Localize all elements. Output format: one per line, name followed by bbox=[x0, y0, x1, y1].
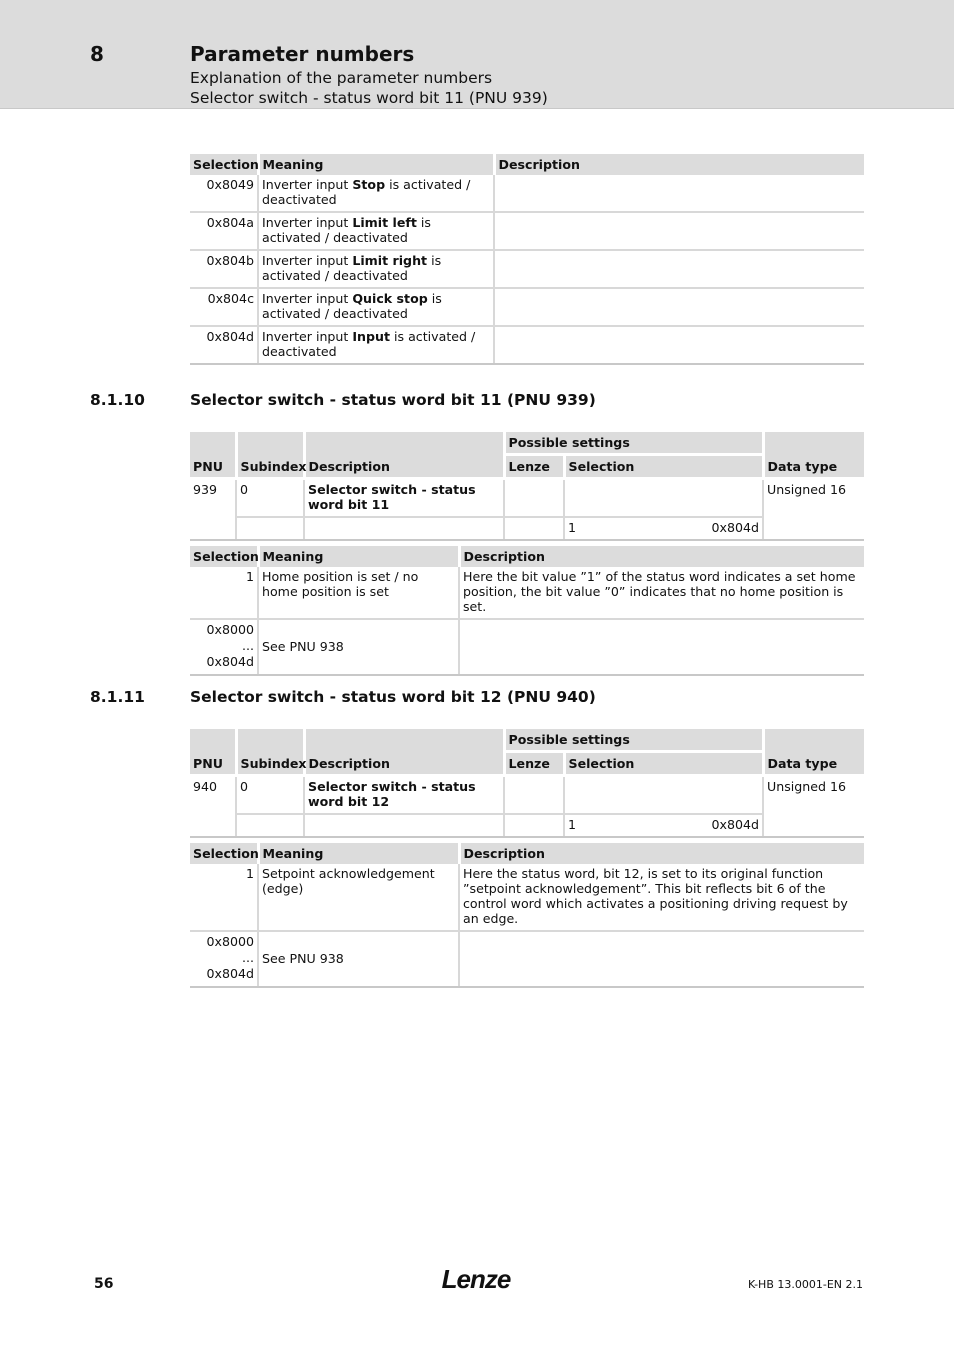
page-header bbox=[0, 0, 954, 109]
col-header-possible-settings: Possible settings bbox=[504, 729, 763, 752]
description-cell bbox=[494, 288, 864, 326]
description-cell: Here the status word, bit 12, is set to its original function ”setpoint acknowledgement”. This bit reflects bit 6 of the control word which activates a positioning driving request by an edge. bbox=[459, 864, 864, 931]
lenze-blank bbox=[504, 814, 564, 837]
selection-table-940 bbox=[190, 843, 864, 988]
lenze-value bbox=[504, 479, 564, 518]
col-header-lenze: Lenze bbox=[504, 455, 564, 479]
section-number: 8.1.11 bbox=[90, 688, 145, 706]
document-id: K-HB 13.0001-EN 2.1 bbox=[748, 1278, 863, 1291]
chapter-title: Parameter numbers bbox=[190, 42, 415, 66]
data-type-value: Unsigned 16 bbox=[763, 479, 864, 541]
pnu-table-940 bbox=[190, 729, 864, 838]
selection-cell bbox=[564, 479, 763, 518]
col-header-description: Description bbox=[459, 843, 864, 864]
description-cell bbox=[459, 931, 864, 987]
table-row bbox=[190, 931, 864, 987]
col-header-lenze: Lenze bbox=[504, 752, 564, 776]
lenze-value bbox=[504, 776, 564, 815]
chapter-number: 8 bbox=[90, 42, 104, 66]
col-header-description: Description bbox=[304, 729, 504, 776]
subindex-blank bbox=[236, 517, 304, 540]
col-header-meaning: Meaning bbox=[258, 154, 494, 175]
col-header-selection: Selection bbox=[190, 843, 258, 864]
col-header-description: Description bbox=[459, 546, 864, 567]
meaning-cell: Inverter input Limit left is activated / deactivated bbox=[258, 212, 494, 250]
col-header-data-type: Data type bbox=[763, 432, 864, 479]
table-row bbox=[190, 567, 864, 619]
table-row bbox=[190, 175, 864, 212]
selection-table-continued bbox=[190, 154, 864, 365]
subindex-blank bbox=[236, 814, 304, 837]
col-header-meaning: Meaning bbox=[258, 843, 459, 864]
col-header-selection: Selection bbox=[190, 154, 258, 175]
table-row bbox=[190, 250, 864, 288]
lenze-blank bbox=[504, 517, 564, 540]
table-row bbox=[190, 776, 864, 815]
section-title: Selector switch - status word bit 12 (PNU 940) bbox=[190, 688, 596, 706]
header-subtitle: Explanation of the parameter numbers bbox=[190, 69, 493, 87]
pnu-value: 940 bbox=[190, 776, 236, 838]
meaning-cell: Inverter input Input is activated / deactivated bbox=[258, 326, 494, 364]
col-header-data-type: Data type bbox=[763, 729, 864, 776]
selection-cell bbox=[564, 776, 763, 815]
selection-value: 0x8049 bbox=[190, 175, 258, 212]
selection-range: 0x8000 ... 0x804d bbox=[190, 931, 258, 987]
description-cell bbox=[494, 326, 864, 364]
header-subtitle-section: Selector switch - status word bit 11 (PNU 939) bbox=[190, 89, 548, 107]
table-row bbox=[190, 814, 864, 837]
col-header-meaning: Meaning bbox=[258, 546, 459, 567]
meaning-cell: Inverter input Quick stop is activated / deactivated bbox=[258, 288, 494, 326]
description-blank bbox=[304, 814, 504, 837]
meaning-cell: See PNU 938 bbox=[258, 931, 459, 987]
selection-min: 1 bbox=[568, 520, 577, 535]
table-row bbox=[190, 619, 864, 675]
col-header-subindex: Subindex bbox=[236, 729, 304, 776]
col-header-description: Description bbox=[494, 154, 864, 175]
table-row bbox=[190, 212, 864, 250]
subindex-value: 0 bbox=[236, 479, 304, 518]
pnu-table-939 bbox=[190, 432, 864, 541]
selection-value: 0x804a bbox=[190, 212, 258, 250]
data-type-value: Unsigned 16 bbox=[763, 776, 864, 838]
selection-value: 0x804d bbox=[190, 326, 258, 364]
page-number: 56 bbox=[94, 1276, 114, 1292]
meaning-cell: Inverter input Stop is activated / deactivated bbox=[258, 175, 494, 212]
table-row bbox=[190, 326, 864, 364]
selection-range bbox=[564, 814, 763, 837]
selection-min: 1 bbox=[568, 817, 577, 832]
table-row bbox=[190, 479, 864, 518]
pnu-value: 939 bbox=[190, 479, 236, 541]
col-header-subindex: Subindex bbox=[236, 432, 304, 479]
selection-max: 0x804d bbox=[711, 520, 760, 535]
col-header-selection: Selection bbox=[564, 455, 763, 479]
selection-value: 1 bbox=[190, 567, 258, 619]
meaning-cell: See PNU 938 bbox=[258, 619, 459, 675]
selection-value: 0x804c bbox=[190, 288, 258, 326]
parameter-description: Selector switch - status word bit 12 bbox=[304, 776, 504, 815]
meaning-cell: Inverter input Limit right is activated / deactivated bbox=[258, 250, 494, 288]
meaning-cell: Home position is set / no home position is set bbox=[258, 567, 459, 619]
description-cell bbox=[459, 619, 864, 675]
selection-value: 0x804b bbox=[190, 250, 258, 288]
selection-max: 0x804d bbox=[711, 817, 760, 832]
logo-wordmark: Lenze bbox=[441, 1264, 511, 1294]
selection-table-939 bbox=[190, 546, 864, 676]
col-header-possible-settings: Possible settings bbox=[504, 432, 763, 455]
section-title: Selector switch - status word bit 11 (PNU 939) bbox=[190, 391, 596, 409]
selection-range bbox=[564, 517, 763, 540]
lenze-logo bbox=[436, 1264, 516, 1296]
table-row bbox=[190, 864, 864, 931]
selection-range: 0x8000 ... 0x804d bbox=[190, 619, 258, 675]
description-cell bbox=[494, 250, 864, 288]
selection-value: 1 bbox=[190, 864, 258, 931]
table-row bbox=[190, 288, 864, 326]
table-row bbox=[190, 517, 864, 540]
description-blank bbox=[304, 517, 504, 540]
col-header-pnu: PNU bbox=[190, 729, 236, 776]
description-cell bbox=[494, 175, 864, 212]
col-header-pnu: PNU bbox=[190, 432, 236, 479]
description-cell bbox=[494, 212, 864, 250]
col-header-selection: Selection bbox=[564, 752, 763, 776]
section-number: 8.1.10 bbox=[90, 391, 145, 409]
col-header-description: Description bbox=[304, 432, 504, 479]
col-header-selection: Selection bbox=[190, 546, 258, 567]
meaning-cell: Setpoint acknowledgement (edge) bbox=[258, 864, 459, 931]
parameter-description: Selector switch - status word bit 11 bbox=[304, 479, 504, 518]
subindex-value: 0 bbox=[236, 776, 304, 815]
description-cell: Here the bit value ”1” of the status word indicates a set home position, the bit value ”0” indicates that no home position is set. bbox=[459, 567, 864, 619]
